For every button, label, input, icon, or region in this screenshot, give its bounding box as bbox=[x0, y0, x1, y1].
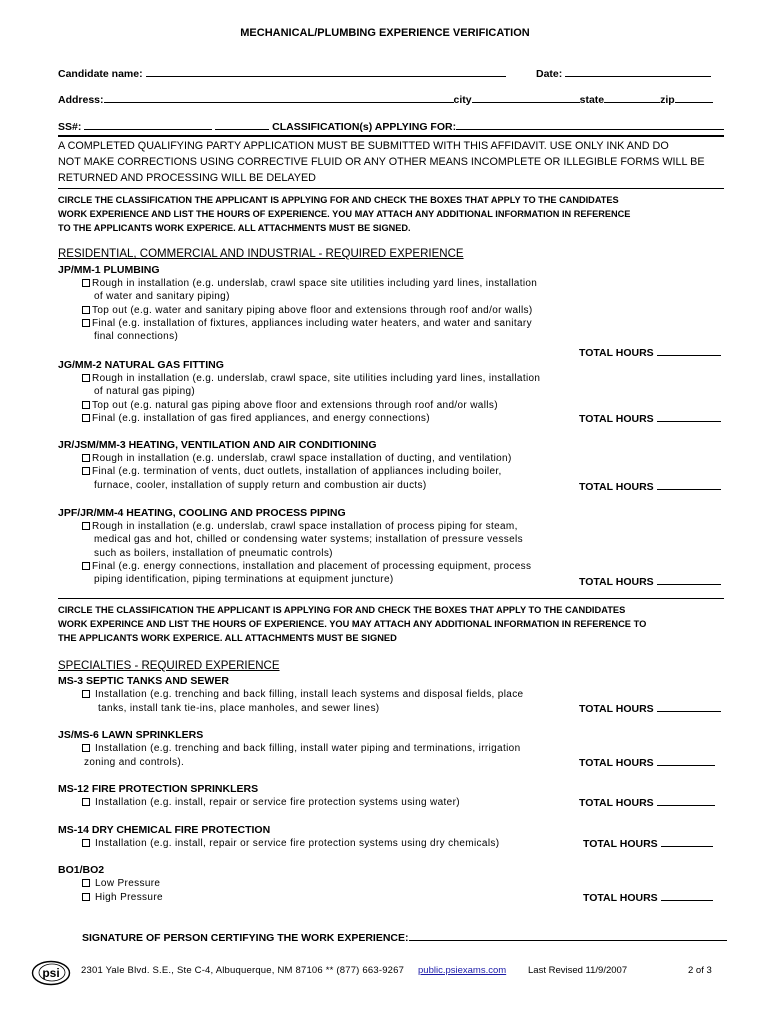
page-title: MECHANICAL/PLUMBING EXPERIENCE VERIFICATION bbox=[240, 27, 530, 39]
jpf-rough-checkbox[interactable] bbox=[82, 522, 90, 530]
js-install-checkbox[interactable] bbox=[82, 744, 90, 752]
bo-low-pressure-checkbox[interactable] bbox=[82, 879, 90, 887]
header-divider bbox=[58, 135, 724, 137]
ms12-title: MS-12 FIRE PROTECTION SPRINKLERS bbox=[58, 783, 259, 795]
ss-field-2[interactable] bbox=[215, 120, 269, 130]
jpf-title: JPF/JR/MM-4 HEATING, COOLING AND PROCESS PIPING bbox=[58, 507, 346, 519]
jg-title: JG/MM-2 NATURAL GAS FITTING bbox=[58, 359, 224, 371]
js-hours-field[interactable] bbox=[657, 756, 715, 766]
footer-page-number: 2 of 3 bbox=[688, 965, 712, 976]
classification-field[interactable] bbox=[456, 120, 724, 130]
instructions-2: CIRCLE THE CLASSIFICATION THE APPLICANT IS APPLYING FOR AND CHECK THE BOXES THAT APPLY TO THE CANDIDATES WORK EXPERINCE AND LIST THE HOURS OF EXPERIENCE. YOU MAY ATTACH ANY ADDITIONAL INFORMATION IN REFERENCE TO THE APPLICANTS WORK EXPERICE. ALL ATTACHMENTS MUST BE SIGNED bbox=[58, 605, 647, 643]
ms3-title: MS-3 SEPTIC TANKS AND SEWER bbox=[58, 675, 229, 687]
candidate-name-label: Candidate name: bbox=[58, 67, 506, 80]
date-field[interactable] bbox=[565, 67, 711, 77]
ms14-items: Installation (e.g. install, repair or service fire protection systems using dry chemicals) bbox=[82, 837, 499, 851]
jpf-total-hours: TOTAL HOURS bbox=[579, 575, 721, 588]
bo-high-pressure-checkbox[interactable] bbox=[82, 893, 90, 901]
jp-topout-checkbox[interactable] bbox=[82, 306, 90, 314]
jg-topout-checkbox[interactable] bbox=[82, 401, 90, 409]
jp-rough-checkbox[interactable] bbox=[82, 279, 90, 287]
ms3-total-hours: TOTAL HOURS bbox=[579, 702, 721, 715]
jr-rough-checkbox[interactable] bbox=[82, 454, 90, 462]
bo-items: Low Pressure High Pressure bbox=[82, 877, 163, 905]
psi-logo-text: psi bbox=[42, 966, 60, 980]
js-items: Installation (e.g. trenching and back filling, install water piping and terminations, irrigation zoning and controls). bbox=[84, 743, 521, 768]
jg-items: Rough in installation (e.g. underslab, crawl space, site utilities including yard lines, installation of natural gas piping) Top out (e.g. natural gas piping above floor and extensions through roof and/or walls) Final (e.g. installation of gas fired appliances, and energy connections) bbox=[82, 372, 540, 425]
jg-rough-checkbox[interactable] bbox=[82, 374, 90, 382]
zip-field[interactable] bbox=[675, 93, 713, 103]
footer-address: 2301 Yale Blvd. S.E., Ste C-4, Albuquerque, NM 87106 ** (877) 663-9267 bbox=[81, 965, 405, 976]
section-specialties-title: SPECIALTIES - REQUIRED EXPERIENCE bbox=[58, 660, 280, 672]
jpf-items: Rough in installation (e.g. underslab, crawl space installation of process piping for steam, medical gas and hot, chilled or condensing water systems; installation of pressure vessels such as boilers, installation of pneumatic controls) Final (e.g. energy connections, installation and placement of processing equipment, process piping identification, piping terminations at equipment juncture) bbox=[82, 520, 531, 586]
notice-divider bbox=[58, 188, 724, 189]
notice: A COMPLETED QUALIFYING PARTY APPLICATION MUST BE SUBMITTED WITH THIS AFFIDAVIT. USE ONLY INK AND DO NOT MAKE CORRECTIONS USING CORRECTIVE FLUID OR ANY OTHER MEANS INCOMPLETE OR ILLEGIBLE FORMS WILL BE RETURNED AND PROCESSING WILL BE DELAYED bbox=[58, 140, 705, 184]
ms3-hours-field[interactable] bbox=[657, 702, 721, 712]
js-total-hours: TOTAL HOURS bbox=[579, 756, 715, 769]
jg-final-checkbox[interactable] bbox=[82, 414, 90, 422]
candidate-name-field[interactable] bbox=[146, 67, 506, 77]
ms14-install-checkbox[interactable] bbox=[82, 839, 90, 847]
jp-hours-field[interactable] bbox=[657, 346, 721, 356]
signature-field[interactable] bbox=[409, 931, 727, 941]
bo-total-hours: TOTAL HOURS bbox=[583, 891, 713, 904]
ms3-items: Installation (e.g. trenching and back filling, install leach systems and disposal fields, place tanks, install tank tie-ins, place manholes, and sewer lines) bbox=[82, 688, 523, 716]
address-row: Address: city state zip bbox=[58, 93, 713, 106]
jg-hours-field[interactable] bbox=[657, 412, 721, 422]
jg-total-hours: TOTAL HOURS bbox=[579, 412, 721, 425]
city-field[interactable] bbox=[472, 93, 580, 103]
jr-items: Rough in installation (e.g. underslab, crawl space installation of ducting, and ventilation) Final (e.g. termination of vents, duct outlets, installation of appliances including boiler, furnace, cooler, installation of supply return and combustion air ducts) bbox=[82, 452, 512, 492]
psi-logo bbox=[31, 960, 71, 986]
bo-title: BO1/BO2 bbox=[58, 864, 105, 876]
state-field[interactable] bbox=[604, 93, 660, 103]
jp-total-hours: TOTAL HOURS bbox=[579, 346, 721, 359]
jp-title: JP/MM-1 PLUMBING bbox=[58, 264, 160, 276]
instructions-1: CIRCLE THE CLASSIFICATION THE APPLICANT IS APPLYING FOR AND CHECK THE BOXES THAT APPLY TO THE CANDIDATES WORK EXPERIENCE AND LIST THE HOURS OF EXPERIENCE. YOU MAY ATTACH ANY ADDITIONAL INFORMATION IN REFERENCE TO THE APPLICANTS WORK EXPERICE. ALL ATTACHMENTS MUST BE SIGNED. bbox=[58, 195, 631, 233]
ms14-hours-field[interactable] bbox=[661, 837, 713, 847]
ms3-install-checkbox[interactable] bbox=[82, 690, 90, 698]
signature-row: SIGNATURE OF PERSON CERTIFYING THE WORK EXPERIENCE: bbox=[82, 931, 727, 944]
footer-revised: Last Revised 11/9/2007 bbox=[528, 965, 628, 976]
jp-final-checkbox[interactable] bbox=[82, 319, 90, 327]
footer-website-link[interactable]: public.psiexams.com bbox=[418, 965, 507, 976]
ms12-install-checkbox[interactable] bbox=[82, 798, 90, 806]
ms14-total-hours: TOTAL HOURS bbox=[583, 837, 713, 850]
ss-row: SS#: CLASSIFICATION(s) APPLYING FOR: bbox=[58, 120, 724, 133]
ms12-total-hours: TOTAL HOURS bbox=[579, 796, 715, 809]
jr-final-checkbox[interactable] bbox=[82, 467, 90, 475]
section-residential-title: RESIDENTIAL, COMMERCIAL AND INDUSTRIAL - REQUIRED EXPERIENCE bbox=[58, 248, 464, 260]
bo-hours-field[interactable] bbox=[661, 891, 713, 901]
jpf-hours-field[interactable] bbox=[657, 575, 721, 585]
ms12-hours-field[interactable] bbox=[657, 796, 715, 806]
jr-hours-field[interactable] bbox=[657, 480, 721, 490]
address-field[interactable] bbox=[104, 93, 454, 103]
section-divider bbox=[58, 598, 724, 599]
js-title: JS/MS-6 LAWN SPRINKLERS bbox=[58, 729, 204, 741]
date-label: Date: bbox=[536, 67, 711, 80]
ms12-items: Installation (e.g. install, repair or service fire protection systems using water) bbox=[82, 796, 460, 810]
jpf-final-checkbox[interactable] bbox=[82, 562, 90, 570]
jr-title: JR/JSM/MM-3 HEATING, VENTILATION AND AIR CONDITIONING bbox=[58, 439, 377, 451]
ms14-title: MS-14 DRY CHEMICAL FIRE PROTECTION bbox=[58, 824, 271, 836]
ss-field-1[interactable] bbox=[84, 120, 212, 130]
jr-total-hours: TOTAL HOURS bbox=[579, 480, 721, 493]
jp-items: Rough in installation (e.g. underslab, crawl space site utilities including yard lines, installation of water and sanitary piping) Top out (e.g. water and sanitary piping above floor and extensions through roof and/or walls) Final (e.g. installation of fixtures, appliances including water heaters, and water and sanitary final connections) bbox=[82, 277, 537, 343]
